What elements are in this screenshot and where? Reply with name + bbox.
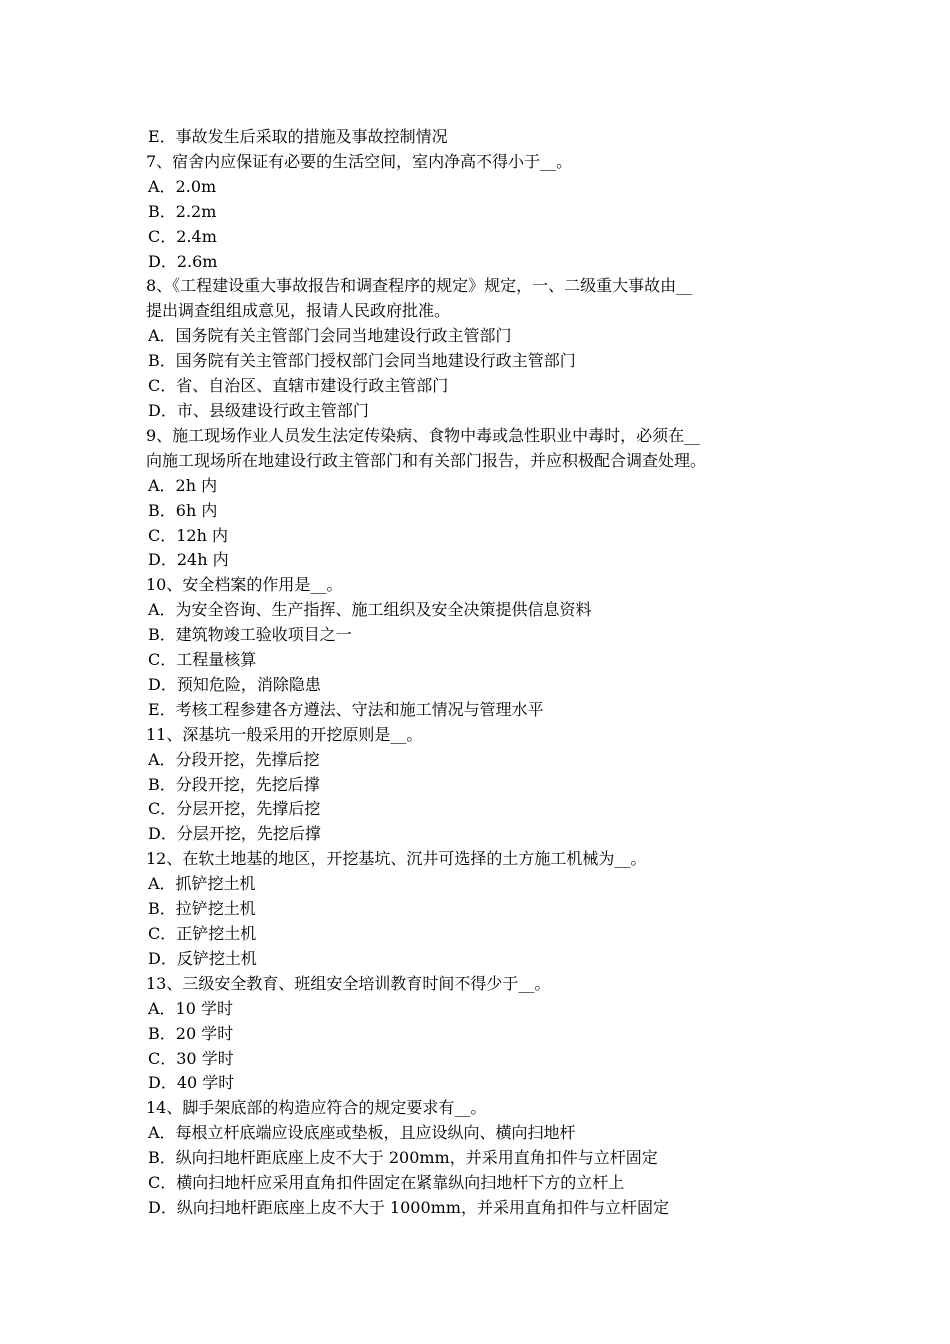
question-text: 7、宿舍内应保证有必要的生活空间，室内净高不得小于__。 — [146, 151, 573, 171]
answer-option: A．为安全咨询、生产指挥、施工组织及安全决策提供信息资料 — [148, 600, 592, 620]
question-text: 11、深基坑一般采用的开挖原则是__。 — [146, 724, 423, 744]
question-text: 10、安全档案的作用是__。 — [146, 575, 343, 595]
answer-option: B．建筑物竣工验收项目之一 — [148, 625, 352, 645]
answer-option: A．10 学时 — [148, 998, 234, 1018]
answer-option: A．国务院有关主管部门会同当地建设行政主管部门 — [148, 326, 512, 346]
answer-option: D．分层开挖，先挖后撑 — [148, 824, 321, 844]
answer-option: B．拉铲挖土机 — [148, 899, 256, 919]
answer-option: B．分段开挖，先挖后撑 — [148, 774, 320, 794]
answer-option: A．分段开挖，先撑后挖 — [148, 749, 320, 769]
question-text: 14、脚手架底部的构造应符合的规定要求有__。 — [146, 1098, 487, 1118]
answer-option: C．工程量核算 — [148, 650, 257, 670]
answer-option: A．2h 内 — [148, 475, 218, 495]
answer-option: A．每根立杆底端应设底座或垫板，且应设纵向、横向扫地杆 — [148, 1123, 576, 1143]
answer-option: C．横向扫地杆应采用直角扣件固定在紧靠纵向扫地杆下方的立杆上 — [148, 1173, 625, 1193]
question-text: 提出调查组组成意见，报请人民政府批准。 — [146, 301, 451, 321]
answer-option: D．40 学时 — [148, 1073, 235, 1093]
document-page — [146, 125, 816, 1221]
answer-option: C．分层开挖，先撑后挖 — [148, 799, 321, 819]
question-text: 9、施工现场作业人员发生法定传染病、食物中毒或急性职业中毒时，必须在__ — [146, 425, 701, 445]
answer-option: C．正铲挖土机 — [148, 924, 257, 943]
answer-option: A．2.0m — [148, 176, 217, 196]
question-text: 13、三级安全教育、班组安全培训教育时间不得少于__。 — [146, 973, 551, 993]
question-text: 12、在软土地基的地区，开挖基坑、沉井可选择的土方施工机械为__。 — [146, 849, 647, 869]
answer-option: D．市、县级建设行政主管部门 — [148, 400, 369, 420]
answer-option: B．6h 内 — [148, 500, 218, 520]
answer-option: D．2.6m — [148, 251, 218, 271]
answer-option: D．24h 内 — [148, 550, 229, 570]
answer-option: C．30 学时 — [148, 1048, 234, 1068]
answer-option: C．2.4m — [148, 226, 217, 246]
answer-option: A．抓铲挖土机 — [148, 874, 256, 894]
answer-option: D．反铲挖土机 — [148, 948, 257, 968]
answer-option: B．纵向扫地杆距底座上皮不大于 200mm，并采用直角扣件与立杆固定 — [148, 1148, 658, 1168]
answer-option: C．12h 内 — [148, 525, 228, 545]
answer-option: B．20 学时 — [148, 1023, 234, 1043]
answer-option: D．纵向扫地杆距底座上皮不大于 1000mm，并采用直角扣件与立杆固定 — [148, 1197, 669, 1217]
answer-option: E．事故发生后采取的措施及事故控制情况 — [148, 127, 448, 146]
answer-option: B．2.2m — [148, 201, 217, 221]
question-text: 向施工现场所在地建设行政主管部门和有关部门报告，并应积极配合调查处理。 — [146, 450, 707, 470]
answer-option: D．预知危险，消除隐患 — [148, 674, 321, 694]
answer-option: B．国务院有关主管部门授权部门会同当地建设行政主管部门 — [148, 351, 576, 371]
answer-option: E．考核工程参建各方遵法、守法和施工情况与管理水平 — [148, 699, 544, 719]
answer-option: C．省、自治区、直辖市建设行政主管部门 — [148, 376, 449, 396]
question-text: 8、《工程建设重大事故报告和调查程序的规定》规定，一、二级重大事故由__ — [146, 276, 693, 296]
